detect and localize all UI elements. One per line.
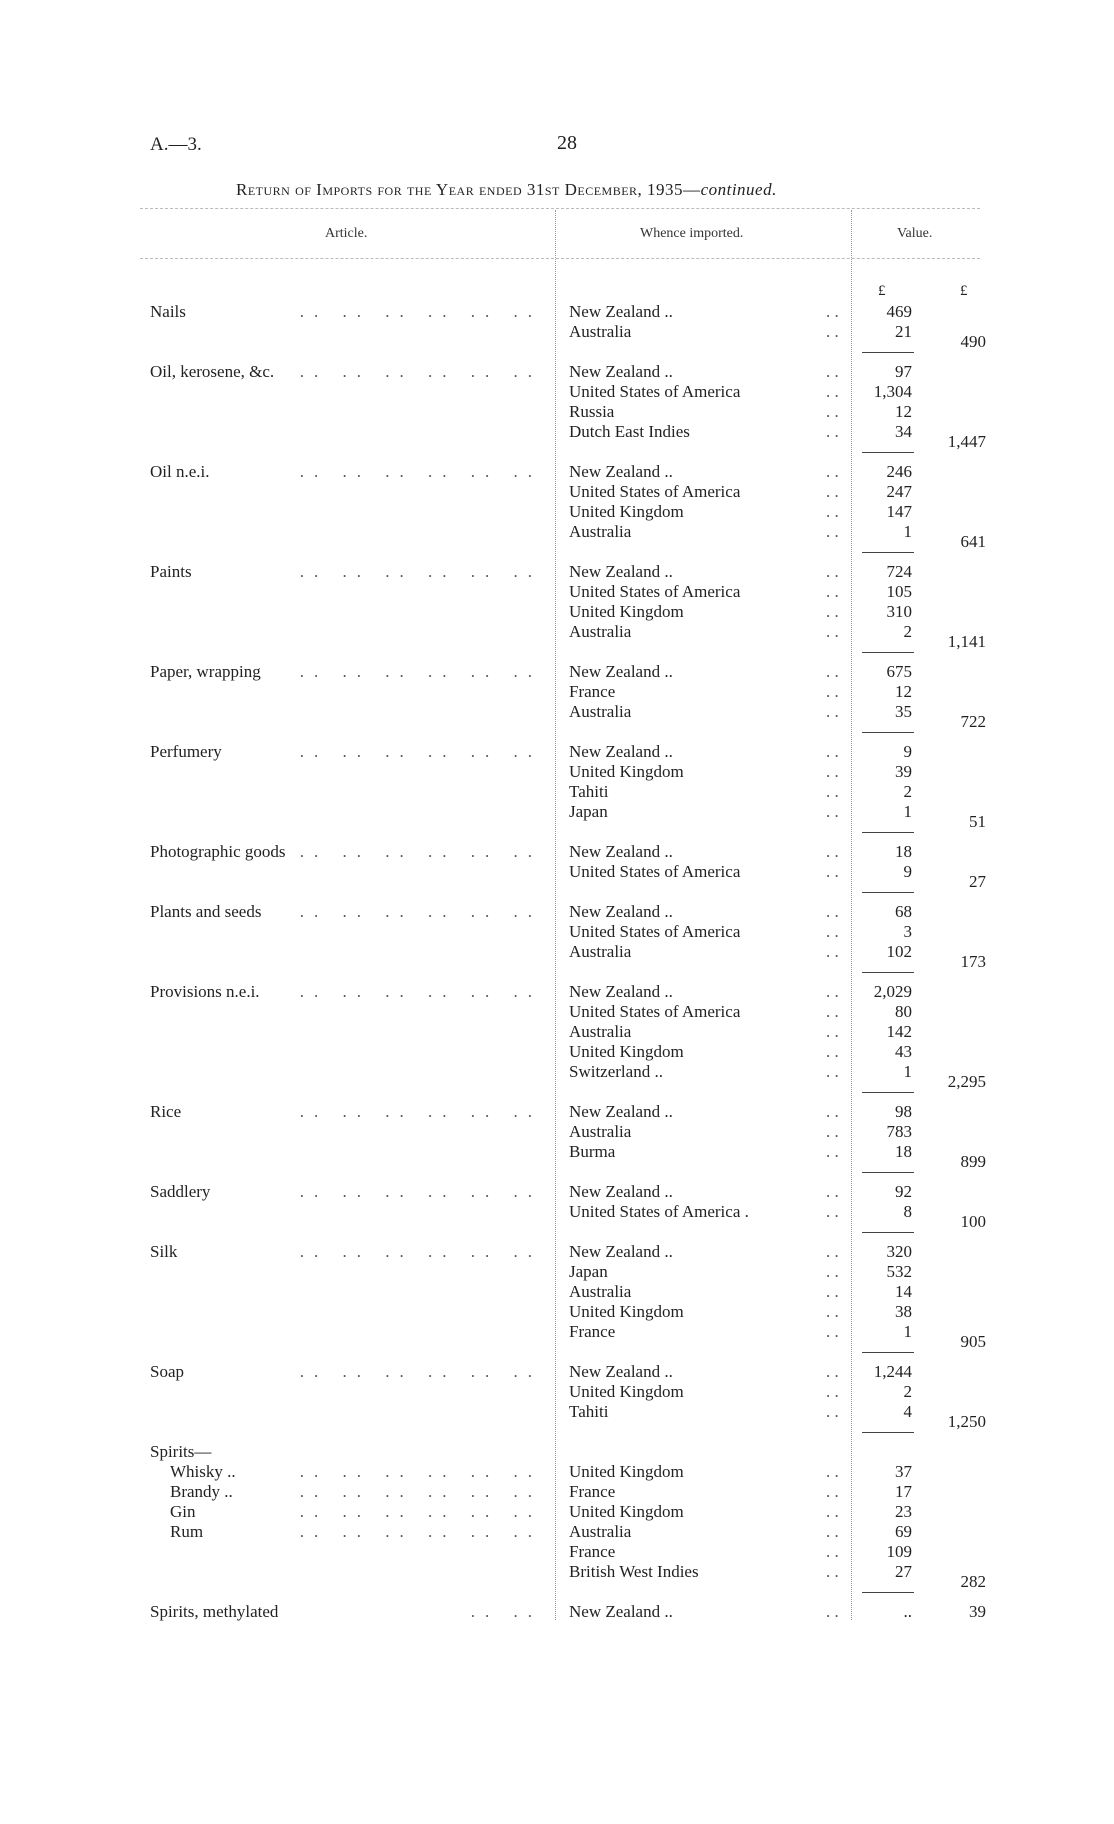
leader-dots: . . bbox=[826, 942, 839, 961]
country-name: United States of America bbox=[569, 582, 741, 601]
country-name: United States of America . bbox=[569, 1202, 749, 1221]
subtotal-rule bbox=[862, 832, 914, 833]
table-title bbox=[236, 180, 777, 200]
leader-dots: . . bbox=[826, 582, 839, 601]
group-total: 1,447 bbox=[947, 432, 986, 451]
table-row bbox=[0, 1202, 1114, 1222]
imports-table bbox=[0, 302, 1114, 1622]
import-value: 80 bbox=[895, 1002, 912, 1021]
table-row bbox=[0, 862, 1114, 882]
table-row bbox=[0, 462, 1114, 482]
import-value: 92 bbox=[895, 1182, 912, 1201]
leader-dots: .. .. .. .. .. .. bbox=[299, 1462, 542, 1481]
import-value: 675 bbox=[886, 662, 912, 681]
leader-dots: .. .. .. .. .. .. bbox=[299, 362, 542, 381]
article-name: Paper, wrapping bbox=[150, 662, 261, 681]
leader-dots: . . bbox=[826, 1242, 839, 1261]
article-name: Soap bbox=[150, 1362, 184, 1381]
country-name: United States of America bbox=[569, 862, 741, 881]
table-row bbox=[0, 942, 1114, 962]
table-row bbox=[0, 1022, 1114, 1042]
article-name: Rice bbox=[150, 1102, 182, 1121]
import-value: 1 bbox=[903, 522, 912, 541]
header-article: Article. bbox=[325, 226, 368, 241]
leader-dots: . . bbox=[826, 1202, 839, 1221]
leader-dots: .. .. .. .. .. .. bbox=[299, 842, 542, 861]
group-total: 1,250 bbox=[947, 1412, 986, 1431]
country-name: Australia bbox=[569, 1022, 632, 1041]
article-name: Rum bbox=[170, 1522, 204, 1541]
country-name: Russia bbox=[569, 402, 615, 421]
leader-dots: . . bbox=[826, 1302, 839, 1321]
import-value: 69 bbox=[895, 1522, 912, 1541]
import-value: 34 bbox=[895, 422, 912, 441]
group-total: 899 bbox=[960, 1152, 986, 1171]
article-name: Whisky .. bbox=[170, 1462, 236, 1481]
leader-dots: .. .. .. .. .. .. bbox=[299, 1482, 542, 1501]
country-name: United Kingdom bbox=[569, 1502, 684, 1521]
subtotal-rule bbox=[862, 1432, 914, 1433]
article-name: Brandy .. bbox=[170, 1482, 233, 1501]
import-value: 147 bbox=[886, 502, 912, 521]
table-row bbox=[0, 1002, 1114, 1022]
country-name: New Zealand .. bbox=[569, 462, 673, 481]
leader-dots: . . bbox=[826, 1282, 839, 1301]
table-row bbox=[0, 482, 1114, 502]
subtotal-rule bbox=[862, 732, 914, 733]
country-name: France bbox=[569, 682, 616, 701]
table-row bbox=[0, 1142, 1114, 1162]
leader-dots: . . bbox=[826, 462, 839, 481]
country-name: Japan bbox=[569, 802, 608, 821]
import-value: 1,304 bbox=[873, 382, 912, 401]
country-name: Dutch East Indies bbox=[569, 422, 690, 441]
leader-dots: . . bbox=[826, 562, 839, 581]
article-name: Provisions n.e.i. bbox=[150, 982, 260, 1001]
import-value: 247 bbox=[886, 482, 912, 501]
country-name: United Kingdom bbox=[569, 762, 684, 781]
table-row bbox=[0, 982, 1114, 1002]
leader-dots: .. .. .. .. .. .. bbox=[299, 1362, 542, 1381]
table-row bbox=[0, 1182, 1114, 1202]
country-name: Australia bbox=[569, 522, 632, 541]
table-row bbox=[0, 1482, 1114, 1502]
leader-dots: . . bbox=[826, 1522, 839, 1541]
table-row bbox=[0, 712, 1114, 742]
table-row bbox=[0, 562, 1114, 582]
leader-dots: .. .. .. .. .. .. bbox=[299, 462, 542, 481]
leader-dots: . . bbox=[826, 622, 839, 641]
table-row bbox=[0, 332, 1114, 362]
subtotal-rule bbox=[862, 652, 914, 653]
table-row bbox=[0, 1332, 1114, 1362]
header-value: Value. bbox=[897, 226, 933, 241]
group-total: 1,141 bbox=[947, 632, 986, 651]
leader-dots: . . bbox=[826, 1482, 839, 1501]
subtotal-rule bbox=[862, 1172, 914, 1173]
country-name: British West Indies bbox=[569, 1562, 699, 1581]
header-whence: Whence imported. bbox=[640, 226, 744, 241]
leader-dots: . . bbox=[826, 1562, 839, 1581]
group-total: 722 bbox=[960, 712, 986, 731]
table-row bbox=[0, 1542, 1114, 1562]
leader-dots: . . bbox=[826, 602, 839, 621]
import-value: 246 bbox=[886, 462, 912, 481]
table-row bbox=[0, 1562, 1114, 1582]
import-value: 14 bbox=[895, 1282, 912, 1301]
country-name: New Zealand .. bbox=[569, 902, 673, 921]
table-row bbox=[0, 762, 1114, 782]
table-row bbox=[0, 742, 1114, 762]
leader-dots: . . bbox=[826, 742, 839, 761]
import-value: 2 bbox=[903, 782, 912, 801]
table-row bbox=[0, 1212, 1114, 1242]
import-value: 1 bbox=[903, 802, 912, 821]
table-row bbox=[0, 1072, 1114, 1102]
table-row bbox=[0, 1282, 1114, 1302]
table-row bbox=[0, 1302, 1114, 1322]
table-row bbox=[0, 532, 1114, 562]
country-name: New Zealand .. bbox=[569, 302, 673, 321]
article-name: Photographic goods bbox=[150, 842, 286, 861]
leader-dots: . . bbox=[826, 782, 839, 801]
import-value: 105 bbox=[886, 582, 912, 601]
table-row bbox=[0, 1502, 1114, 1522]
leader-dots: . . bbox=[826, 1322, 839, 1341]
country-name: Tahiti bbox=[569, 1402, 609, 1421]
group-total: 641 bbox=[960, 532, 986, 551]
table-row bbox=[0, 1442, 1114, 1462]
leader-dots: . . bbox=[826, 322, 839, 341]
leader-dots: . . bbox=[826, 1042, 839, 1061]
import-value: 320 bbox=[886, 1242, 912, 1261]
table-row bbox=[0, 1602, 1114, 1622]
country-name: United Kingdom bbox=[569, 1462, 684, 1481]
table-row bbox=[0, 682, 1114, 702]
group-total: 27 bbox=[969, 872, 986, 891]
country-name: Australia bbox=[569, 942, 632, 961]
leader-dots: . . bbox=[826, 422, 839, 441]
table-row bbox=[0, 322, 1114, 342]
leader-dots: . . bbox=[826, 1362, 839, 1381]
import-value: 35 bbox=[895, 702, 912, 721]
country-name: Australia bbox=[569, 1282, 632, 1301]
table-row bbox=[0, 1042, 1114, 1062]
import-value: 532 bbox=[886, 1262, 912, 1281]
import-value: 1,244 bbox=[873, 1362, 912, 1381]
article-name: Saddlery bbox=[150, 1182, 211, 1201]
leader-dots: . . bbox=[826, 922, 839, 941]
article-name: Nails bbox=[150, 302, 186, 321]
leader-dots: . . bbox=[826, 1542, 839, 1561]
article-name: Paints bbox=[150, 562, 192, 581]
table-row bbox=[0, 432, 1114, 462]
group-total: 100 bbox=[960, 1212, 986, 1231]
table-row bbox=[0, 1462, 1114, 1482]
country-name: New Zealand .. bbox=[569, 1242, 673, 1261]
table-row bbox=[0, 632, 1114, 662]
leader-dots: . . bbox=[826, 522, 839, 541]
country-name: Japan bbox=[569, 1262, 608, 1281]
article-name: Oil, kerosene, &c. bbox=[150, 362, 275, 381]
leader-dots: .. .. .. .. .. .. bbox=[299, 1502, 542, 1521]
import-value: 18 bbox=[895, 1142, 912, 1161]
leader-dots: . . bbox=[826, 902, 839, 921]
country-name: New Zealand .. bbox=[569, 1602, 673, 1621]
import-value: 1 bbox=[903, 1062, 912, 1081]
subtotal-rule bbox=[862, 452, 914, 453]
article-name: Plants and seeds bbox=[150, 902, 262, 921]
table-row bbox=[0, 362, 1114, 382]
table-row bbox=[0, 782, 1114, 802]
table-row bbox=[0, 702, 1114, 722]
leader-dots: . . bbox=[826, 862, 839, 881]
group-total: 2,295 bbox=[947, 1072, 986, 1091]
import-value: 12 bbox=[895, 682, 912, 701]
leader-dots: . . bbox=[826, 402, 839, 421]
header-rule-top bbox=[140, 208, 980, 209]
import-value: 12 bbox=[895, 402, 912, 421]
import-value: 17 bbox=[895, 1482, 912, 1501]
table-row bbox=[0, 1382, 1114, 1402]
table-row bbox=[0, 1122, 1114, 1142]
leader-dots: . . bbox=[826, 762, 839, 781]
leader-dots: .. .. .. .. .. .. bbox=[299, 562, 542, 581]
group-total: 173 bbox=[960, 952, 986, 971]
table-row bbox=[0, 1412, 1114, 1442]
table-row bbox=[0, 1522, 1114, 1542]
leader-dots: . . bbox=[826, 1462, 839, 1481]
country-name: United Kingdom bbox=[569, 1302, 684, 1321]
table-row bbox=[0, 1102, 1114, 1122]
title-text: Return of Imports for the Year ended 31st December, 1935— bbox=[236, 180, 701, 199]
leader-dots: . . bbox=[826, 1382, 839, 1401]
leader-dots: . . bbox=[826, 482, 839, 501]
leader-dots: . . bbox=[826, 682, 839, 701]
table-row bbox=[0, 382, 1114, 402]
leader-dots: . . bbox=[826, 1122, 839, 1141]
country-name: Australia bbox=[569, 1122, 632, 1141]
import-value: 38 bbox=[895, 1302, 912, 1321]
group-total: 490 bbox=[960, 332, 986, 351]
group-total: 51 bbox=[969, 812, 986, 831]
table-row bbox=[0, 1152, 1114, 1182]
country-name: France bbox=[569, 1542, 616, 1561]
import-value: 310 bbox=[886, 602, 912, 621]
table-row bbox=[0, 872, 1114, 902]
leader-dots: . . bbox=[826, 1102, 839, 1121]
import-value: 9 bbox=[903, 862, 912, 881]
article-name: Spirits— bbox=[150, 1442, 212, 1461]
table-row bbox=[0, 1362, 1114, 1382]
import-value: 724 bbox=[886, 562, 912, 581]
table-row bbox=[0, 952, 1114, 982]
leader-dots: .. .. .. .. .. .. bbox=[299, 902, 542, 921]
import-value: 2,029 bbox=[873, 982, 912, 1001]
table-row bbox=[0, 522, 1114, 542]
leader-dots: . . bbox=[826, 382, 839, 401]
import-value: 102 bbox=[886, 942, 912, 961]
country-name: United States of America bbox=[569, 382, 741, 401]
import-value: 39 bbox=[895, 762, 912, 781]
subtotal-rule bbox=[862, 892, 914, 893]
import-value: 2 bbox=[903, 1382, 912, 1401]
country-name: United Kingdom bbox=[569, 602, 684, 621]
unit-pound: £ bbox=[878, 283, 886, 299]
table-row bbox=[0, 402, 1114, 422]
leader-dots: . . bbox=[826, 1602, 839, 1621]
leader-dots: .. .. .. .. .. .. bbox=[299, 302, 542, 321]
import-value: 97 bbox=[895, 362, 912, 381]
table-row bbox=[0, 302, 1114, 322]
leader-dots: . . bbox=[826, 662, 839, 681]
leader-dots: . . bbox=[826, 362, 839, 381]
country-name: Australia bbox=[569, 702, 632, 721]
unit-pound-total: £ bbox=[960, 283, 968, 299]
leader-dots: .. .. .. .. .. .. bbox=[299, 1102, 542, 1121]
article-name: Gin bbox=[170, 1502, 196, 1521]
import-value: 8 bbox=[903, 1202, 912, 1221]
table-row bbox=[0, 812, 1114, 842]
table-row bbox=[0, 602, 1114, 622]
table-row bbox=[0, 922, 1114, 942]
group-total: 39 bbox=[969, 1602, 986, 1621]
import-value: 23 bbox=[895, 1502, 912, 1521]
leader-dots: . . bbox=[826, 802, 839, 821]
import-value: 4 bbox=[903, 1402, 912, 1421]
import-value: 27 bbox=[895, 1562, 912, 1581]
country-name: Australia bbox=[569, 622, 632, 641]
table-row bbox=[0, 1572, 1114, 1602]
import-value: 18 bbox=[895, 842, 912, 861]
leader-dots: .. .. .. .. .. .. bbox=[299, 742, 542, 761]
import-value: 142 bbox=[886, 1022, 912, 1041]
country-name: New Zealand .. bbox=[569, 742, 673, 761]
leader-dots: . . bbox=[826, 1002, 839, 1021]
country-name: New Zealand .. bbox=[569, 842, 673, 861]
country-name: Australia bbox=[569, 1522, 632, 1541]
title-continued: continued. bbox=[700, 180, 777, 199]
import-value: 2 bbox=[903, 622, 912, 641]
subtotal-rule bbox=[862, 1592, 914, 1593]
page-number: 28 bbox=[557, 132, 577, 154]
group-total: 282 bbox=[960, 1572, 986, 1591]
country-name: United States of America bbox=[569, 922, 741, 941]
import-value: 783 bbox=[886, 1122, 912, 1141]
import-value: 43 bbox=[895, 1042, 912, 1061]
country-name: Switzerland .. bbox=[569, 1062, 663, 1081]
leader-dots: . . bbox=[826, 1502, 839, 1521]
country-name: New Zealand .. bbox=[569, 982, 673, 1001]
import-value: 3 bbox=[903, 922, 912, 941]
leader-dots: .. .. .. .. .. .. bbox=[299, 1182, 542, 1201]
leader-dots: .. .. bbox=[470, 1602, 542, 1621]
table-row bbox=[0, 1322, 1114, 1342]
leader-dots: . . bbox=[826, 702, 839, 721]
leader-dots: . . bbox=[826, 1142, 839, 1161]
table-row bbox=[0, 1262, 1114, 1282]
import-value: 469 bbox=[886, 302, 912, 321]
leader-dots: . . bbox=[826, 842, 839, 861]
import-value: 21 bbox=[895, 322, 912, 341]
import-value: 1 bbox=[903, 1322, 912, 1341]
table-row bbox=[0, 842, 1114, 862]
table-row bbox=[0, 502, 1114, 522]
leader-dots: .. .. .. .. .. .. bbox=[299, 662, 542, 681]
leader-dots: . . bbox=[826, 982, 839, 1001]
leader-dots: .. .. .. .. .. .. bbox=[299, 1522, 542, 1541]
leader-dots: . . bbox=[826, 1262, 839, 1281]
leader-dots: . . bbox=[826, 1062, 839, 1081]
import-value: 9 bbox=[903, 742, 912, 761]
leader-dots: .. .. .. .. .. .. bbox=[299, 1242, 542, 1261]
country-name: New Zealand .. bbox=[569, 1182, 673, 1201]
subtotal-rule bbox=[862, 1092, 914, 1093]
table-row bbox=[0, 902, 1114, 922]
country-name: United Kingdom bbox=[569, 1042, 684, 1061]
table-row bbox=[0, 802, 1114, 822]
table-row bbox=[0, 1242, 1114, 1262]
import-value: 37 bbox=[895, 1462, 912, 1481]
article-name: Silk bbox=[150, 1242, 178, 1261]
import-value: .. bbox=[903, 1602, 912, 1621]
subtotal-rule bbox=[862, 352, 914, 353]
country-name: United Kingdom bbox=[569, 1382, 684, 1401]
article-name: Spirits, methylated bbox=[150, 1602, 279, 1621]
article-name: Oil n.e.i. bbox=[150, 462, 210, 481]
country-name: United Kingdom bbox=[569, 502, 684, 521]
country-name: New Zealand .. bbox=[569, 562, 673, 581]
leader-dots: . . bbox=[826, 302, 839, 321]
leader-dots: . . bbox=[826, 1022, 839, 1041]
subtotal-rule bbox=[862, 552, 914, 553]
import-value: 109 bbox=[886, 1542, 912, 1561]
country-name: United States of America bbox=[569, 1002, 741, 1021]
subtotal-rule bbox=[862, 972, 914, 973]
leader-dots: . . bbox=[826, 502, 839, 521]
leader-dots: . . bbox=[826, 1402, 839, 1421]
subtotal-rule bbox=[862, 1352, 914, 1353]
page-reference: A.—3. bbox=[150, 134, 202, 155]
article-name: Perfumery bbox=[150, 742, 222, 761]
subtotal-rule bbox=[862, 1232, 914, 1233]
import-value: 68 bbox=[895, 902, 912, 921]
country-name: New Zealand .. bbox=[569, 1362, 673, 1381]
import-value: 98 bbox=[895, 1102, 912, 1121]
country-name: France bbox=[569, 1482, 616, 1501]
leader-dots: . . bbox=[826, 1182, 839, 1201]
group-total: 905 bbox=[960, 1332, 986, 1351]
country-name: Australia bbox=[569, 322, 632, 341]
country-name: New Zealand .. bbox=[569, 362, 673, 381]
table-row bbox=[0, 582, 1114, 602]
country-name: Burma bbox=[569, 1142, 616, 1161]
leader-dots: .. .. .. .. .. .. bbox=[299, 982, 542, 1001]
country-name: New Zealand .. bbox=[569, 1102, 673, 1121]
table-row bbox=[0, 662, 1114, 682]
country-name: United States of America bbox=[569, 482, 741, 501]
country-name: New Zealand .. bbox=[569, 662, 673, 681]
country-name: Tahiti bbox=[569, 782, 609, 801]
header-rule-bottom bbox=[140, 258, 980, 259]
country-name: France bbox=[569, 1322, 616, 1341]
